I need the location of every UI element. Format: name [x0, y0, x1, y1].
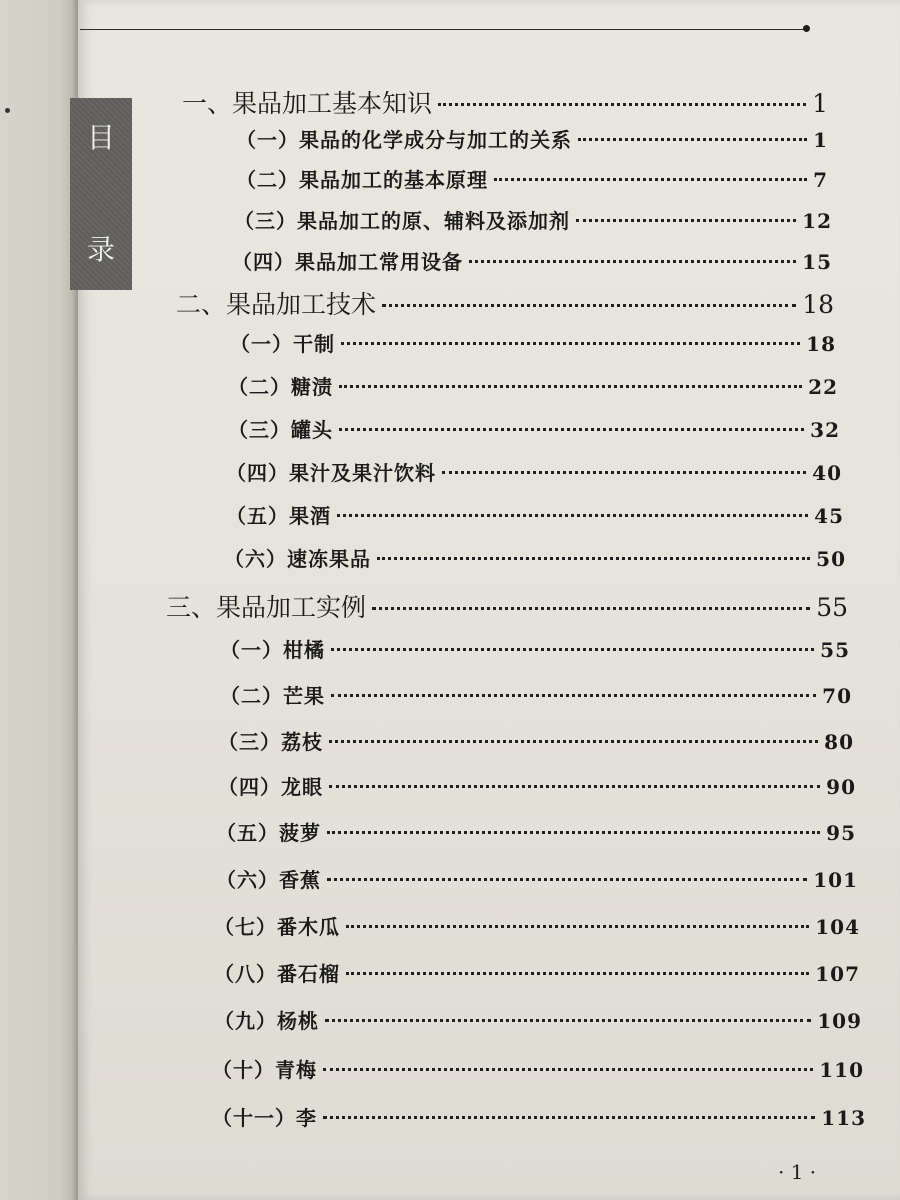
leader-dots	[331, 694, 816, 697]
leader-dots	[337, 514, 808, 517]
toc-label: 一、果品加工基本知识	[182, 89, 433, 118]
leader-dots	[339, 385, 802, 388]
leader-dots	[329, 740, 818, 743]
leader-dots	[438, 103, 806, 106]
leader-dots	[377, 557, 810, 560]
leader-dots	[494, 178, 807, 181]
toc-label: 三、果品加工实例	[166, 593, 367, 622]
toc-label: （七）番木瓜	[214, 915, 340, 939]
toc-page-number: 18	[806, 332, 836, 356]
toc-subsection[interactable]	[228, 371, 838, 400]
toc-label: （十）青梅	[212, 1058, 317, 1082]
toc-label: 二、果品加工技术	[176, 290, 377, 319]
leader-dots	[346, 972, 809, 975]
toc-page-number: 1	[813, 128, 828, 152]
toc-page-number: 80	[824, 730, 854, 754]
toc-subsection[interactable]	[228, 414, 840, 443]
toc-page-number: 55	[816, 593, 848, 622]
toc-subsection[interactable]	[218, 771, 856, 800]
toc-page-number: 101	[813, 868, 858, 892]
leader-dots	[469, 260, 796, 263]
toc-label: （十一）李	[212, 1106, 317, 1130]
toc-label: （二）果品加工的基本原理	[236, 168, 488, 192]
toc-page-number: 107	[815, 962, 860, 986]
toc-page-number: 32	[810, 418, 840, 442]
toc-subsection[interactable]	[216, 817, 856, 846]
toc-subsection[interactable]	[218, 726, 854, 755]
toc-label: （五）果酒	[226, 504, 331, 528]
leader-dots	[346, 925, 809, 928]
toc-page-number: 45	[814, 504, 844, 528]
leader-dots	[323, 1068, 813, 1071]
toc-subsection[interactable]	[232, 246, 832, 275]
toc-label: （六）速冻果品	[224, 547, 371, 571]
toc-page-number: 90	[826, 775, 856, 799]
toc-label: （四）果汁及果汁饮料	[226, 461, 436, 485]
toc-label: （二）糖渍	[228, 375, 333, 399]
toc-label: （八）番石榴	[214, 962, 340, 986]
toc-subsection[interactable]	[234, 205, 832, 234]
toc-subsection[interactable]	[226, 500, 844, 529]
leader-dots	[323, 1116, 815, 1119]
toc-subsection[interactable]	[212, 1054, 864, 1083]
toc-subsection[interactable]	[230, 328, 836, 357]
toc-page-number: 15	[802, 250, 832, 274]
toc-label: （三）罐头	[228, 418, 333, 442]
toc-label: （四）果品加工常用设备	[232, 250, 463, 274]
leader-dots	[325, 1019, 811, 1022]
toc-subsection[interactable]	[214, 958, 860, 987]
side-tab-char-1: 目	[86, 121, 115, 154]
toc-page-number: 7	[813, 168, 828, 192]
toc-section-3[interactable]	[166, 588, 848, 624]
toc-page-number: 110	[819, 1058, 864, 1082]
leader-dots	[327, 878, 807, 881]
toc-label: （三）果品加工的原、辅料及添加剂	[234, 209, 570, 233]
toc-subsection[interactable]	[224, 543, 846, 572]
leader-dots	[341, 342, 800, 345]
page-folio: · 1 ·	[778, 1160, 817, 1184]
toc-subsection[interactable]	[226, 457, 842, 486]
toc-page-number: 50	[816, 547, 846, 571]
toc-label: （一）柑橘	[220, 638, 325, 662]
toc-section-1[interactable]	[182, 84, 828, 120]
toc-page-number: 70	[822, 684, 852, 708]
toc-label: （四）龙眼	[218, 775, 323, 799]
toc-page-number: 12	[802, 209, 832, 233]
side-tab-char-2: 录	[86, 233, 115, 266]
leader-dots	[372, 607, 810, 610]
toc-subsection[interactable]	[220, 680, 852, 709]
toc-subsection[interactable]	[216, 864, 858, 893]
toc-page-number: 22	[808, 375, 838, 399]
toc-subsection[interactable]	[236, 164, 828, 193]
leader-dots	[331, 648, 814, 651]
toc-label: （一）干制	[230, 332, 335, 356]
leader-dots	[339, 428, 804, 431]
toc-label: （九）杨桃	[214, 1009, 319, 1033]
leader-dots	[327, 831, 820, 834]
toc-page-number: 95	[826, 821, 856, 845]
toc-page-number: 109	[817, 1009, 862, 1033]
toc-page-number: 40	[812, 461, 842, 485]
toc-page-number: 55	[820, 638, 850, 662]
toc-label: （三）荔枝	[218, 730, 323, 754]
toc-page-number: 104	[815, 915, 860, 939]
toc-section-2[interactable]	[176, 285, 834, 321]
toc-page-number: 1	[812, 89, 828, 118]
leader-dots	[578, 138, 807, 141]
toc-subsection[interactable]	[212, 1102, 866, 1131]
leader-dots	[442, 471, 806, 474]
toc-subsection[interactable]	[214, 911, 860, 940]
toc-subsection[interactable]	[236, 124, 828, 153]
toc-subsection[interactable]	[220, 634, 850, 663]
toc-label: （二）芒果	[220, 684, 325, 708]
toc-page-number: 18	[802, 290, 834, 319]
leader-dots	[576, 219, 796, 222]
toc-label: （五）菠萝	[216, 821, 321, 845]
toc-subsection[interactable]	[214, 1005, 862, 1034]
toc-page-number: 113	[821, 1106, 866, 1130]
leader-dots	[382, 304, 796, 307]
toc-label: （六）香蕉	[216, 868, 321, 892]
toc-label: （一）果品的化学成分与加工的关系	[236, 128, 572, 152]
leader-dots	[329, 785, 820, 788]
